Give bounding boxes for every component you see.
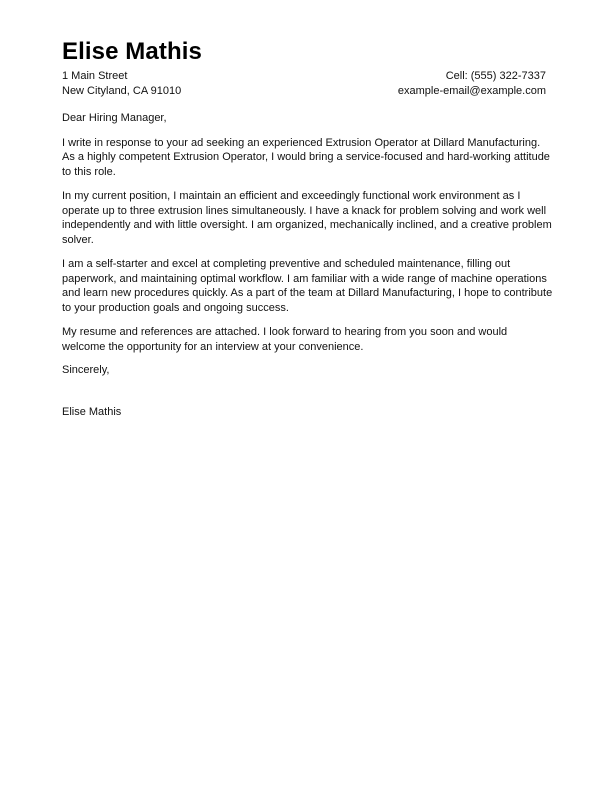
paragraph-line: I am a self-starter and excel at completing preventive and scheduled maintenance, filling out [62,258,511,270]
paragraph-line: independently and with little oversight. I am organized, mechanically inclined, and a creative problem [62,219,552,231]
contact-block [62,69,546,99]
paragraph-line: I write in response to your ad seeking an experienced Extrusion Operator at Dillard Manufacturing. [62,136,541,149]
paragraph-line: to this role. [62,165,116,178]
signature: Elise Mathis [62,405,122,418]
paragraph-line: solver. [62,233,94,246]
paragraph-line: My resume and references are attached. I look forward to hearing from you soon and would [62,326,508,338]
address-block [62,69,181,99]
paragraph-line: welcome the opportunity for an interview at your convenience. [62,340,364,353]
paragraph-line: and learn new procedures quickly. As a part of the team at Dillard Manufacturing, I hope to contribute [62,287,553,299]
paragraph-3 [62,257,553,315]
cover-letter [62,38,553,419]
phone-number: Cell: (555) 322-7337 [445,70,546,82]
phone-email-block [398,69,546,99]
email-address: example-email@example.com [397,85,546,97]
salutation: Dear Hiring Manager, [62,112,167,124]
paragraph-4 [62,325,546,354]
address-line-1: 1 Main Street [62,70,128,82]
paragraph-1 [62,136,550,180]
paragraph-line: As a highly competent Extrusion Operator, I would bring a service-focused and hard-working attitude [62,151,550,163]
sender-name: Elise Mathis [62,38,202,65]
paragraph-line: paperwork, and maintaining optimal workflow. I am familiar with a wide range of machine operations [62,272,547,285]
paragraph-line: In my current position, I maintain an efficient and exceedingly functional work environment as I [62,190,521,202]
paragraph-line: to your production goals and ongoing success. [62,301,289,314]
paragraph-line: operate up to three extrusion lines simultaneously. I have a knack for problem solving and work well [62,204,547,217]
closing: Sincerely, [62,364,110,376]
paragraph-2 [62,189,552,247]
address-line-2: New Cityland, CA 91010 [62,85,182,97]
